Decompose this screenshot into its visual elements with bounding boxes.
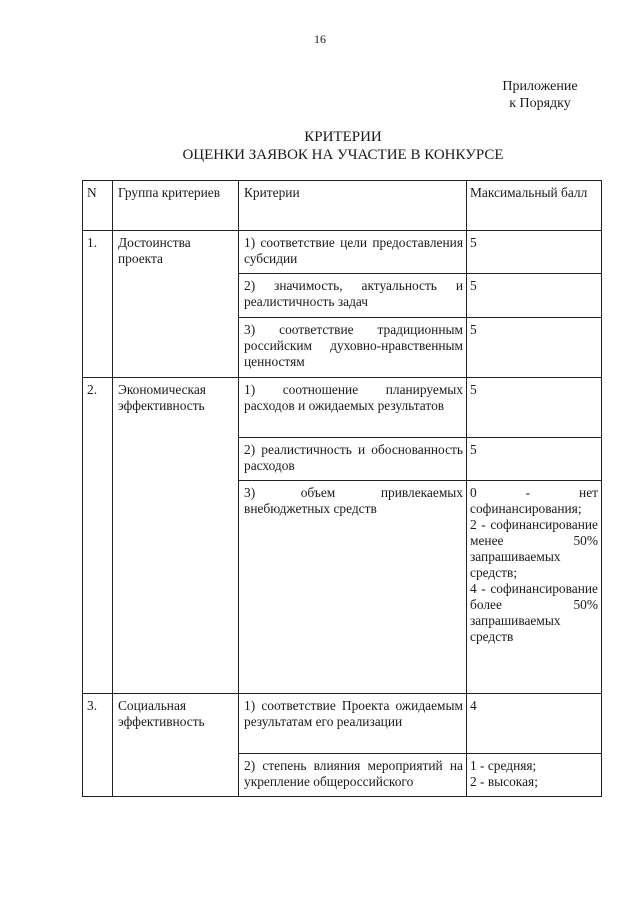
score-cell: 5: [467, 378, 602, 438]
score-cell: 5: [467, 231, 602, 274]
header-score: Максимальный балл: [467, 181, 602, 231]
score-option: 2 - высокая;: [470, 774, 538, 789]
group-number: 3.: [83, 694, 113, 797]
appendix-note: [480, 78, 600, 112]
table-row: [83, 231, 602, 274]
table-row: [83, 378, 602, 438]
group-name: Экономическая эффективность: [113, 378, 239, 694]
score-cell: 5: [467, 274, 602, 318]
header-group: Группа критериев: [113, 181, 239, 231]
score-cell: 5: [467, 438, 602, 481]
criterion-cell: 1) соотношение планируемых расходов и ожидаемых результатов: [239, 378, 467, 438]
score-cell: 5: [467, 318, 602, 378]
score-cell: 4: [467, 694, 602, 754]
criterion-cell: 1) соответствие цели предоставления субсидии: [239, 231, 467, 274]
header-n: N: [83, 181, 113, 231]
table-header-row: [83, 181, 602, 231]
criterion-cell: 3) соответствие традиционным российским духовно-нравственным ценностям: [239, 318, 467, 378]
table-row: [83, 694, 602, 754]
criterion-cell: 1) соответствие Проекта ожидаемым результатам его реализации: [239, 694, 467, 754]
score-option: 1 - средняя;: [470, 758, 537, 773]
group-number: 1.: [83, 231, 113, 378]
title-line-2: ОЦЕНКИ ЗАЯВОК НА УЧАСТИЕ В КОНКУРСЕ: [182, 147, 504, 163]
title-line-1: КРИТЕРИИ: [304, 129, 382, 145]
criterion-cell: 2) реалистичность и обоснованность расходов: [239, 438, 467, 481]
group-name: Достоинства проекта: [113, 231, 239, 378]
score-cell: [467, 481, 602, 694]
appendix-line-2: к Порядку: [509, 96, 571, 111]
score-option: 4 - софинансирование более 50% запрашиваемых средств: [470, 581, 598, 644]
criteria-table: [82, 180, 602, 797]
group-name: Социальная эффективность: [113, 694, 239, 797]
criterion-cell: 2) значимость, актуальность и реалистичность задач: [239, 274, 467, 318]
document-title: [0, 128, 640, 164]
page-number: 16: [314, 32, 326, 46]
criteria-table-container: [82, 180, 602, 797]
header-criteria: Критерии: [239, 181, 467, 231]
group-number: 2.: [83, 378, 113, 694]
score-cell: [467, 754, 602, 797]
score-option: 0 - нет софинансирования;: [470, 485, 598, 516]
criterion-cell: 2) степень влияния мероприятий на укрепление общероссийского: [239, 754, 467, 797]
criterion-cell: 3) объем привлекаемых внебюджетных средств: [239, 481, 467, 694]
appendix-line-1: Приложение: [502, 79, 578, 94]
score-option: 2 - софинансирование менее 50% запрашиваемых средств;: [470, 517, 598, 580]
